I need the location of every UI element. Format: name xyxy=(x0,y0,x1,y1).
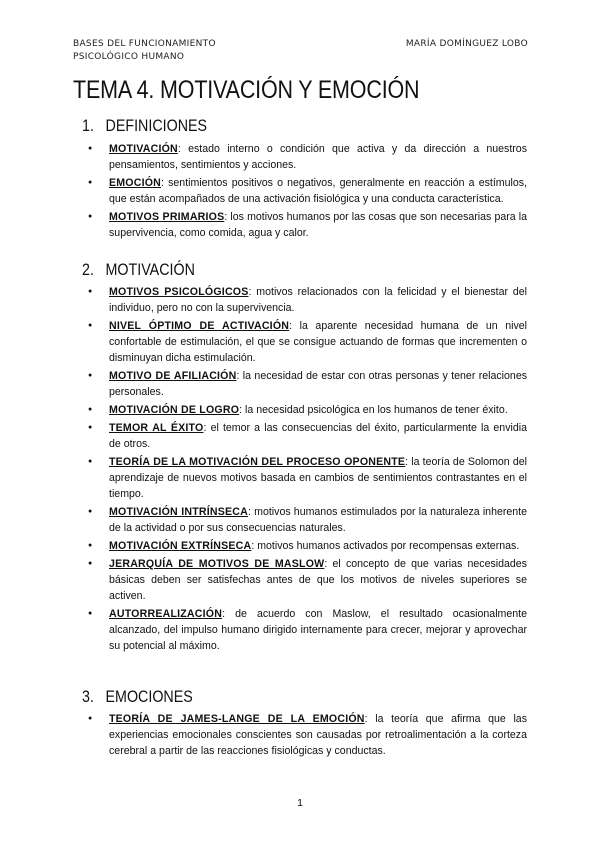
header-course-line1: BASES DEL FUNCIONAMIENTO xyxy=(73,39,216,49)
term: MOTIVOS PSICOLÓGICOS xyxy=(109,286,249,298)
term: MOTIVACIÓN INTRÍNSECA xyxy=(109,506,249,518)
term: MOTIVACIÓN EXTRÍNSECA xyxy=(109,540,252,552)
section-number: 1. xyxy=(82,116,94,135)
definition: : la teoría que afirma que las experiencias emocionales conscientes son causadas por retroalimentación a la corteza cerebral a partir de las reacciones fisiológicas y conductas. xyxy=(109,713,527,757)
list-item xyxy=(0,402,527,418)
definition-list-2 xyxy=(0,284,527,656)
list-item xyxy=(0,368,527,400)
list-item xyxy=(0,711,527,759)
header-course-line2: PSICOLÓGICO HUMANO xyxy=(73,52,185,62)
term: MOTIVACIÓN xyxy=(109,143,178,155)
definition-list-1 xyxy=(0,141,527,243)
list-item xyxy=(0,175,527,207)
section-number: 2. xyxy=(82,260,94,279)
definition: : el temor a las consecuencias del éxito, particularmente la envidia de otros. xyxy=(109,422,527,450)
term: TEORÍA DE JAMES-LANGE DE LA EMOCIÓN xyxy=(109,713,365,725)
definition: : la necesidad de estar con otras personas y tener relaciones personales. xyxy=(109,370,528,398)
section-number: 3. xyxy=(82,687,94,706)
list-item xyxy=(0,284,527,316)
definition: : la teoría de Solomon del aprendizaje de nuevos motivos basada en cambios de sentimientos contrastantes en el tiempo. xyxy=(109,456,527,500)
section-title: MOTIVACIÓN xyxy=(105,260,195,279)
definition: : motivos humanos estimulados por la naturaleza inherente de la actividad o por sus consecuencias naturales. xyxy=(109,506,527,534)
definition: : motivos relacionados con la felicidad y el bienestar del individuo, pero no con la supervivencia. xyxy=(109,286,527,314)
term: TEMOR AL ÉXITO xyxy=(109,422,204,434)
definition: : el concepto de que varias necesidades básicas deben ser satisfechas antes de que los motivos de niveles superiores se activen. xyxy=(109,558,527,602)
definition: : los motivos humanos por las cosas que son necesarias para la supervivencia, como comida, agua y calor. xyxy=(109,211,527,239)
list-item xyxy=(0,209,527,241)
page-title: TEMA 4. MOTIVACIÓN Y EMOCIÓN xyxy=(73,76,420,104)
section-title: DEFINICIONES xyxy=(105,116,208,135)
term: MOTIVACIÓN DE LOGRO xyxy=(109,404,240,416)
term: MOTIVO DE AFILIACIÓN xyxy=(109,370,237,382)
header-course xyxy=(73,38,216,64)
term: MOTIVOS PRIMARIOS xyxy=(109,211,225,223)
definition: : motivos humanos activados por recompensas externas. xyxy=(251,540,520,552)
list-item xyxy=(0,141,527,173)
definition: : la aparente necesidad humana de un nivel confortable de estimulación, el que se consigue actuando de formas que incrementen o disminuyan dicha estimulación. xyxy=(109,320,527,364)
header-author: MARÍA DOMÍNGUEZ LOBO xyxy=(405,39,528,49)
list-item xyxy=(0,538,527,554)
section-heading-emociones xyxy=(82,687,193,707)
page-number: 1 xyxy=(297,797,303,809)
term: TEORÍA DE LA MOTIVACIÓN DEL PROCESO OPONENTE xyxy=(109,456,406,468)
term: EMOCIÓN xyxy=(109,177,162,189)
definition: : de acuerdo con Maslow, el resultado ocasionalmente alcanzado, del impulso humano dirigido internamente para crecer, mejorar y aprovechar su potencial al máximo. xyxy=(109,608,527,652)
list-item xyxy=(0,606,527,654)
section-title: EMOCIONES xyxy=(105,687,193,706)
section-heading-motivacion xyxy=(82,260,195,280)
section-heading-definiciones xyxy=(82,116,207,136)
term: AUTORREALIZACIÓN xyxy=(109,608,223,620)
definition: : la necesidad psicológica en los humanos de tener éxito. xyxy=(239,404,508,416)
list-item xyxy=(0,318,527,366)
definition: : sentimientos positivos o negativos, generalmente en reacción a estímulos, que están acompañados de una activación fisiológica y una conducta característica. xyxy=(109,177,527,205)
definition-list-3 xyxy=(0,711,527,761)
list-item xyxy=(0,556,527,604)
list-item xyxy=(0,420,527,452)
term: JERARQUÍA DE MOTIVOS DE MASLOW xyxy=(109,558,325,570)
list-item xyxy=(0,454,527,502)
term: NIVEL ÓPTIMO DE ACTIVACIÓN xyxy=(109,320,290,332)
list-item xyxy=(0,504,527,536)
definition: : estado interno o condición que activa y da dirección a nuestros pensamientos, sentimientos y acciones. xyxy=(109,143,527,171)
